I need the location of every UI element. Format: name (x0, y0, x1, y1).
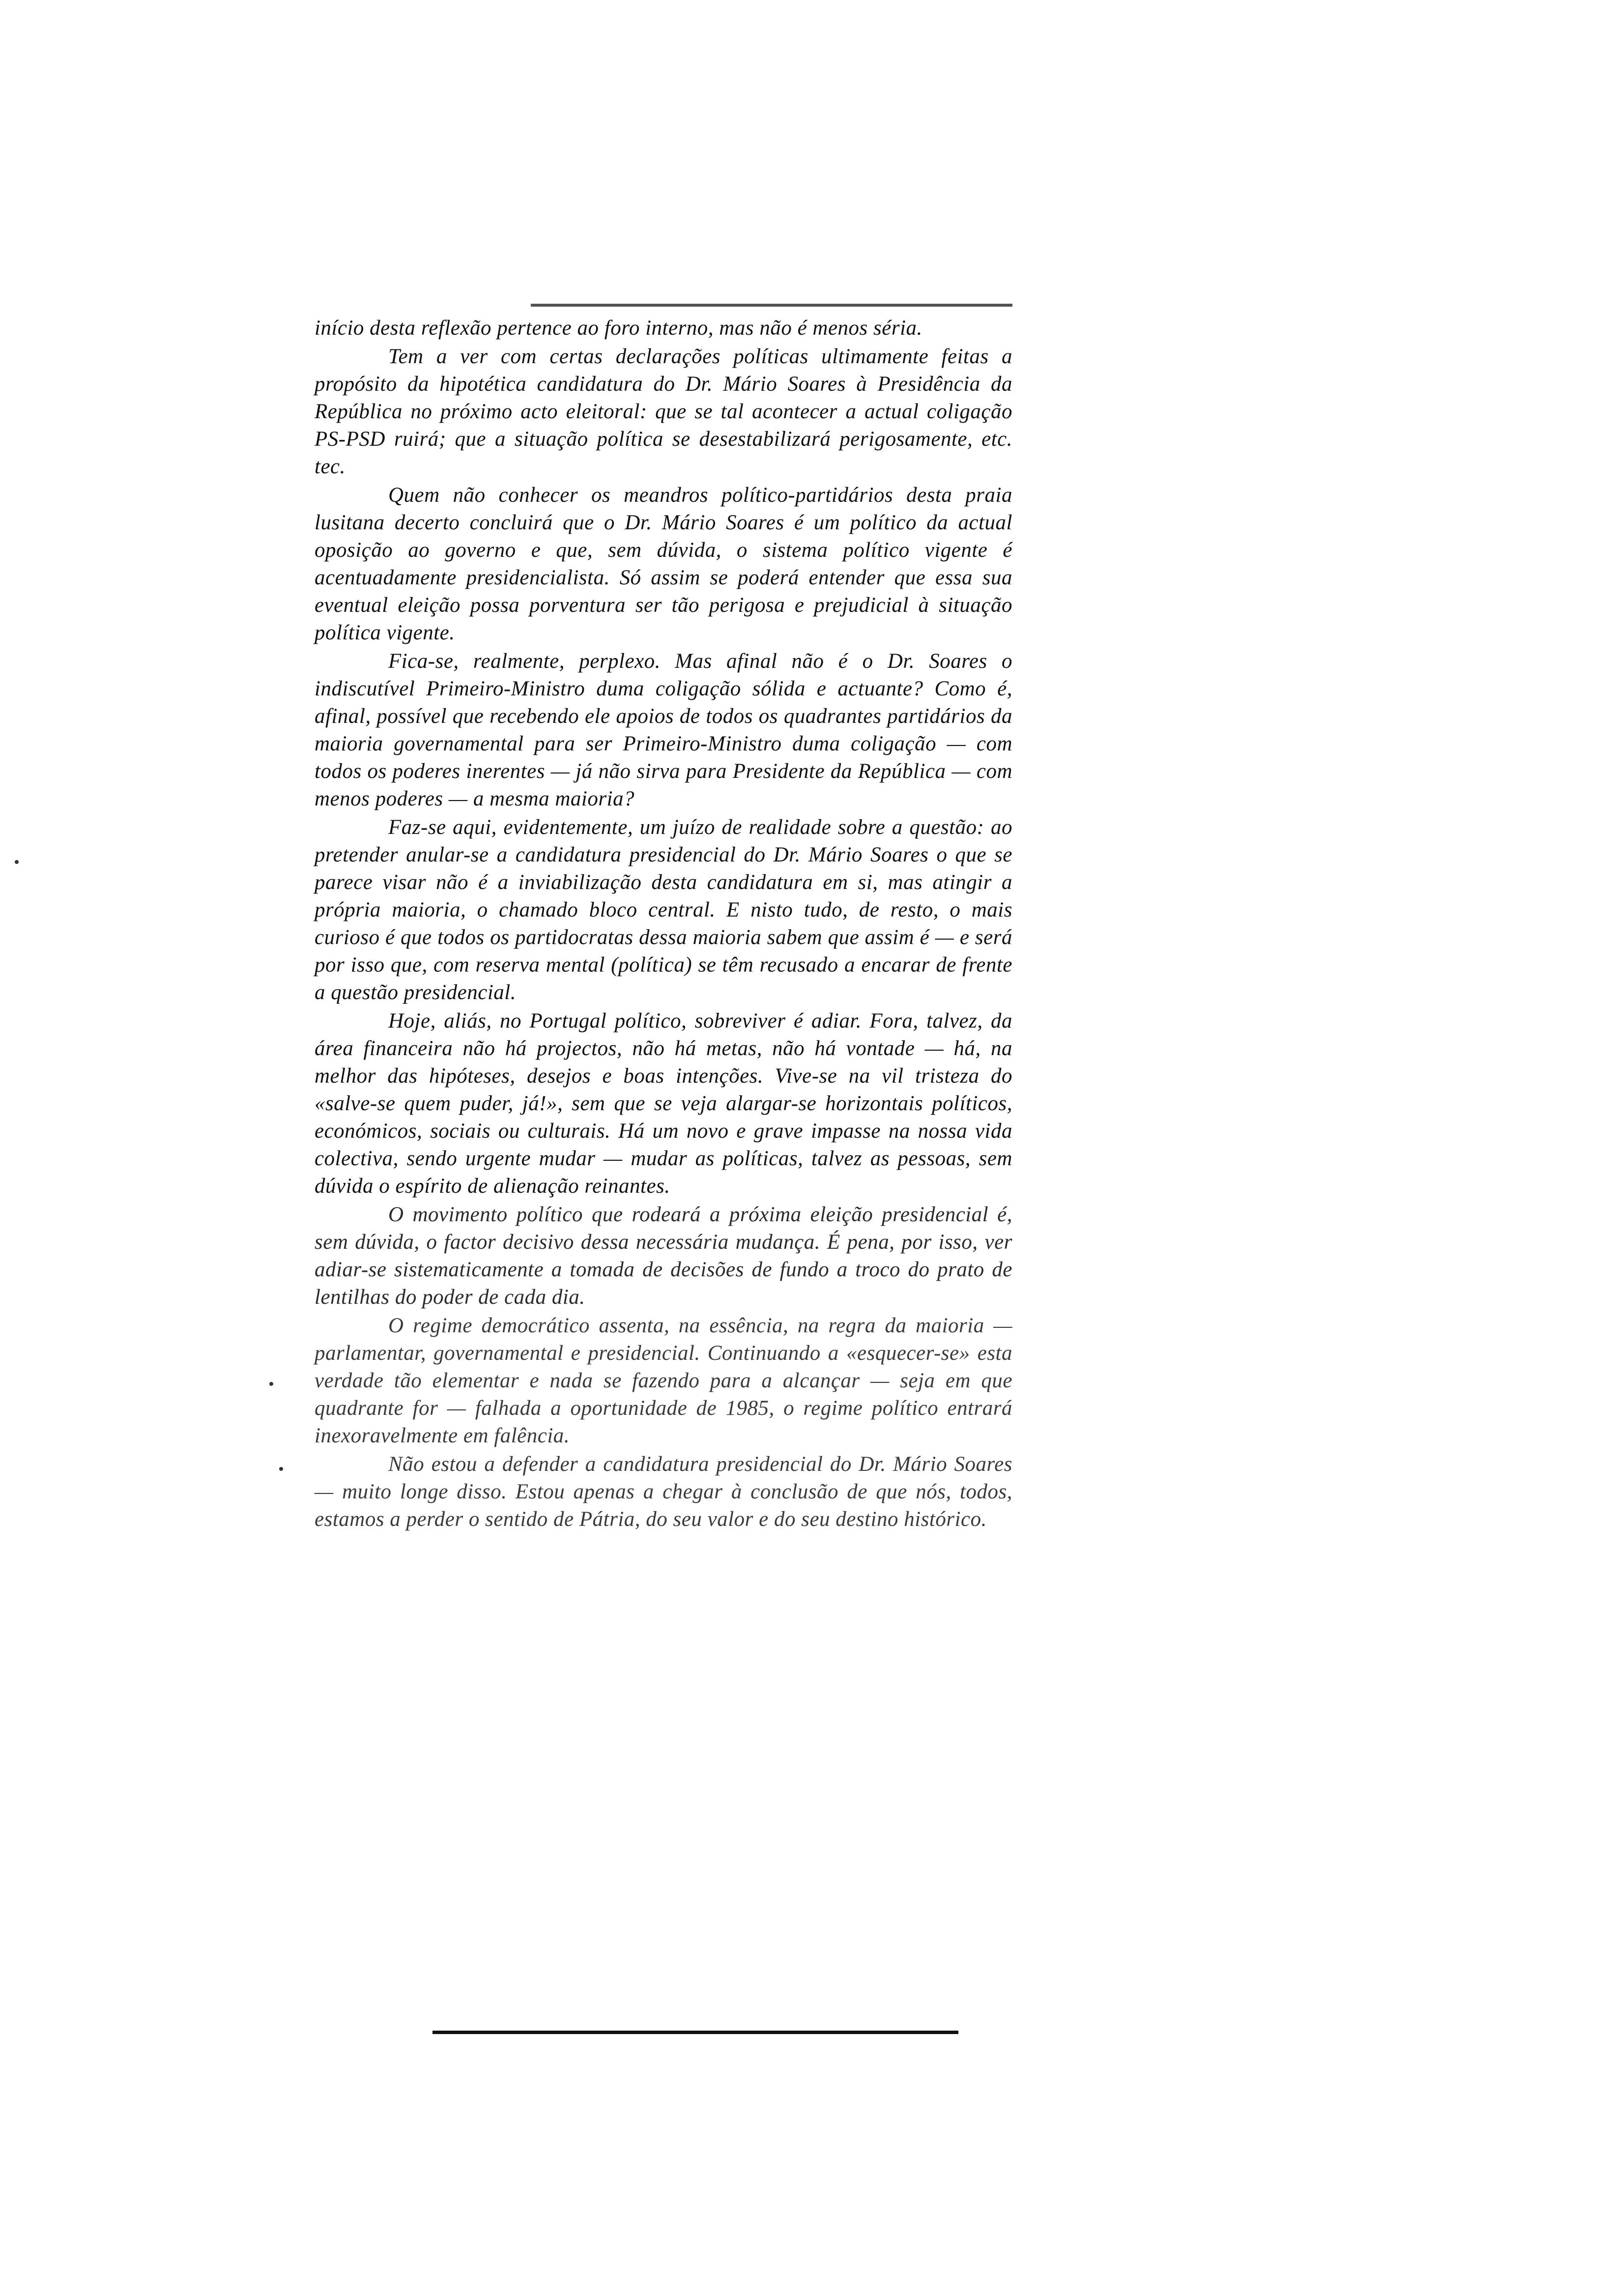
paragraph-4: Fica-se, realmente, perplexo. Mas afinal não é o Dr. Soares o indiscutível Primeiro-Ministro duma coligação sólida e actuante? Como é, afinal, possível que recebendo ele apoios de todos os quadrantes partidários da maioria governamental para ser Primeiro-Ministro duma coligação — com todos os poderes inerentes — já não sirva para Presidente da República — com menos poderes — a mesma maioria? (315, 650, 1012, 810)
paragraph-5: Faz-se aqui, evidentemente, um juízo de realidade sobre a questão: ao pretender anular-se a candidatura presidencial do Dr. Mário Soares o que se parece visar não é a inviabilização desta candidatura em si, mas atingir a própria maioria, o chamado bloco central. E nisto tudo, de resto, o mais curioso é que todos os partidocratas dessa maioria sabem que assim é — e será por isso que, com reserva mental (política) se têm recusado a encarar de frente a questão presidencial. (315, 816, 1012, 1004)
paragraph-6: Hoje, aliás, no Portugal político, sobreviver é adiar. Fora, talvez, da área financeira não há projectos, não há metas, não há vontade — há, na melhor das hipóteses, desejos e boas intenções. Vive-se na vil tristeza do «salve-se quem puder, já!», sem que se veja alargar-se horizontais políticos, económicos, sociais ou culturais. Há um novo e grave impasse na nossa vida colectiva, sendo urgente mudar — mudar as políticas, talvez as pessoas, sem dúvida o espírito de alienação reinantes. (315, 1009, 1012, 1198)
scan-speck (279, 1467, 283, 1471)
bottom-rule (432, 2031, 958, 2034)
article-column (315, 315, 1012, 1533)
paragraph-2: Tem a ver com certas declarações políticas ultimamente feitas a propósito da hipotética candidatura do Dr. Mário Soares à Presidência da República no próximo acto eleitoral: que se tal acontecer a actual coligação PS-PSD ruirá; que a situação política se desestabilizará perigosamente, etc. tec. (315, 345, 1012, 478)
paragraph-9: Não estou a defender a candidatura presidencial do Dr. Mário Soares — muito longe disso. Estou apenas a chegar à conclusão de que nós, todos, estamos a perder o sentido de Pátria, do seu valor e do seu destino histórico. (315, 1453, 1012, 1531)
paragraph-3: Quem não conhecer os meandros político-partidários desta praia lusitana decerto concluirá que o Dr. Mário Soares é um político da actual oposição ao governo e que, sem dúvida, o sistema político vigente é acentuadamente presidencialista. Só assim se poderá entender que essa sua eventual eleição possa porventura ser tão perigosa e prejudicial à situação política vigente. (315, 484, 1012, 644)
scan-speck (269, 1382, 273, 1386)
paragraph-7: O movimento político que rodeará a próxima eleição presidencial é, sem dúvida, o factor decisivo dessa necessária mudança. É pena, por isso, ver adiar-se sistematicamente a tomada de decisões de fundo a troco do prato de lentilhas do poder de cada dia. (315, 1203, 1012, 1309)
paragraph-8: O regime democrático assenta, na essência, na regra da maioria — parlamentar, governamental e presidencial. Continuando a «esquecer-se» esta verdade tão elementar e nada se fazendo para a alcançar — seja em que quadrante for — falhada a oportunidade de 1985, o regime político entrará inexoravelmente em falência. (315, 1314, 1012, 1447)
paragraph-1: início desta reflexão pertence ao foro interno, mas não é menos séria. (315, 316, 922, 340)
top-rule (531, 304, 1012, 307)
scan-speck (15, 860, 19, 864)
